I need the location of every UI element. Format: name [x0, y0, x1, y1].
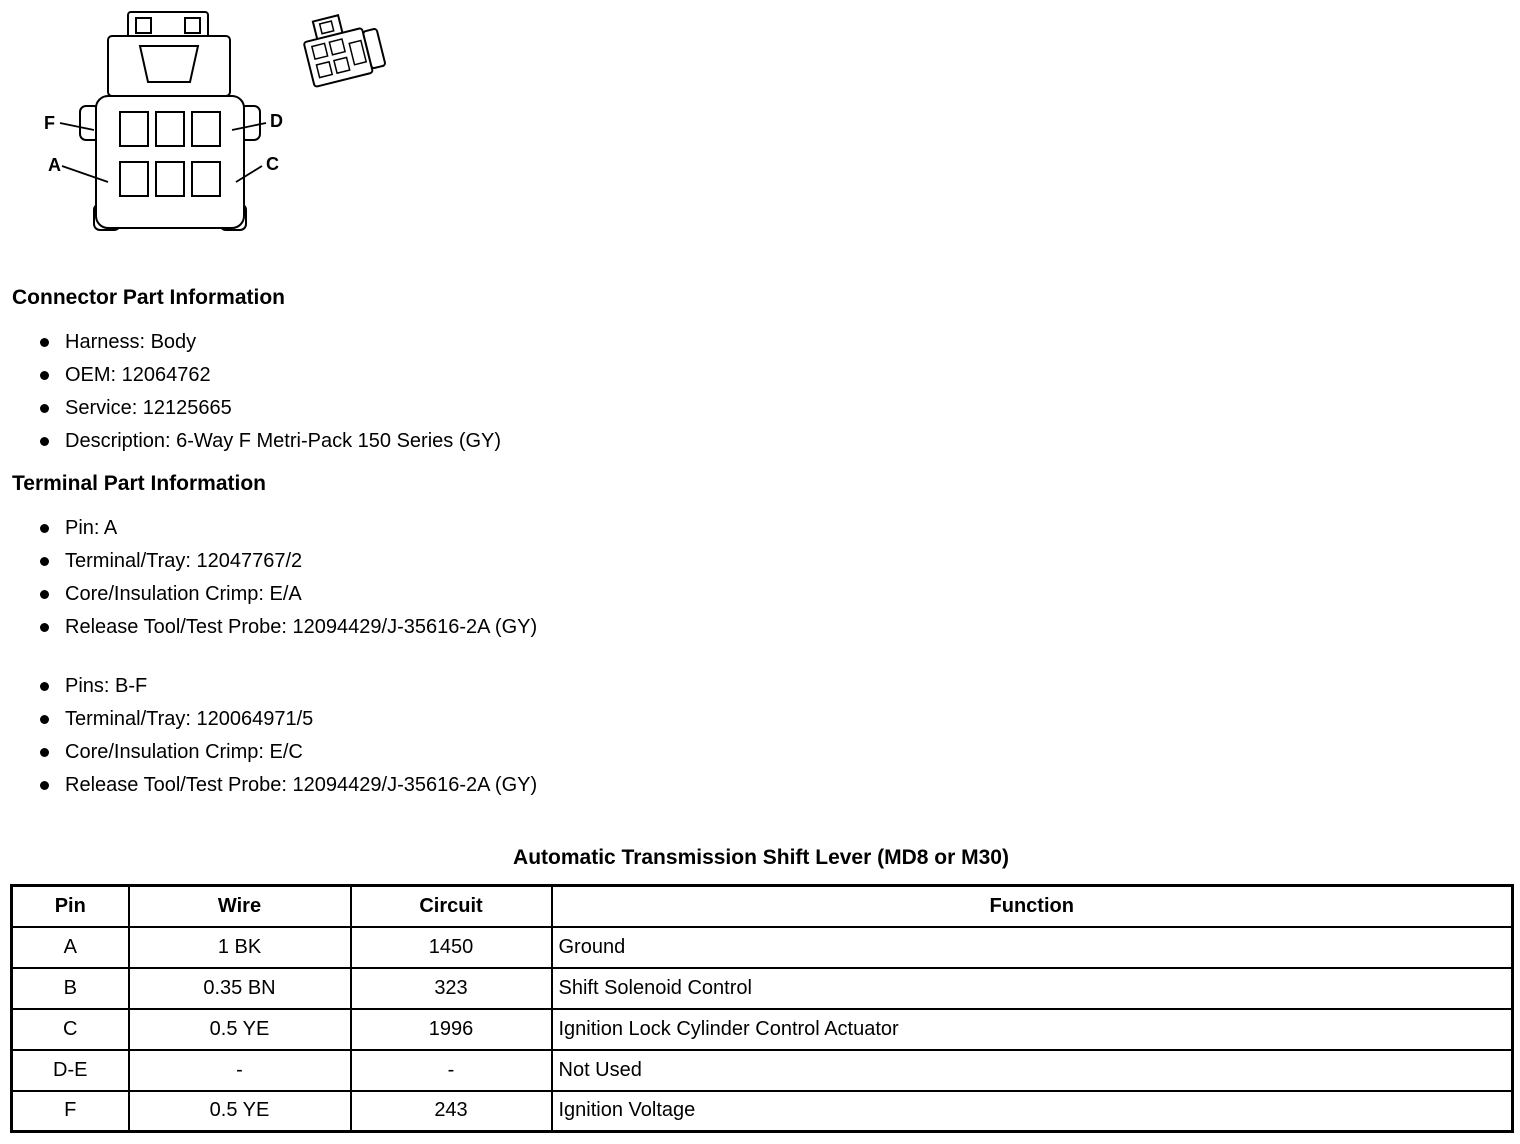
- cell-circuit: 323: [351, 968, 552, 1009]
- cell-pin: C: [12, 1009, 129, 1050]
- iso-pin-cavity: [316, 62, 332, 78]
- pin-label-c: C: [266, 154, 279, 174]
- cell-function: Not Used: [552, 1050, 1513, 1091]
- connector-info-item: OEM: 12064762: [10, 359, 1512, 392]
- iso-pin-cavity: [329, 39, 345, 55]
- terminal-info-heading: Terminal Part Information: [12, 472, 266, 495]
- connector-front-view: [80, 12, 260, 230]
- lock-tab-slot-right: [185, 18, 200, 33]
- cell-wire: 0.5 YE: [129, 1091, 351, 1132]
- pin-label-a: A: [48, 155, 61, 175]
- connector-diagram-svg: [10, 6, 410, 246]
- cell-pin: A: [12, 927, 129, 968]
- pin-label-f: F: [44, 113, 55, 133]
- cell-function: Ignition Lock Cylinder Control Actuator: [552, 1009, 1513, 1050]
- terminal-info-item: Pin: A: [10, 512, 1512, 545]
- cell-circuit: 243: [351, 1091, 552, 1132]
- table-row: [12, 968, 1513, 1009]
- column-header-function: Function: [552, 886, 1513, 927]
- pin-cavity: [120, 112, 148, 146]
- table-row: [12, 1009, 1513, 1050]
- cell-circuit: 1996: [351, 1009, 552, 1050]
- terminal-info-item: Terminal/Tray: 12047767/2: [10, 545, 1512, 578]
- connector-iso-view: [299, 7, 386, 87]
- terminal-info-list-pins-bf: [10, 670, 1512, 802]
- column-header-pin: Pin: [12, 886, 129, 927]
- cell-wire: 0.35 BN: [129, 968, 351, 1009]
- iso-pin-cavity: [334, 57, 350, 73]
- cell-circuit: -: [351, 1050, 552, 1091]
- iso-pin-cavity: [312, 43, 328, 59]
- terminal-info-item: Core/Insulation Crimp: E/A: [10, 578, 1512, 611]
- cell-pin: D-E: [12, 1050, 129, 1091]
- connector-info-heading: Connector Part Information: [12, 286, 286, 309]
- pin-cavity: [192, 112, 220, 146]
- pin-cavity: [156, 112, 184, 146]
- pin-cavity: [192, 162, 220, 196]
- table-title: Automatic Transmission Shift Lever (MD8 or M30): [513, 846, 1009, 869]
- pin-label-d: D: [270, 111, 283, 131]
- cell-wire: 1 BK: [129, 927, 351, 968]
- terminal-info-item: Release Tool/Test Probe: 12094429/J-35616-2A (GY): [10, 769, 1512, 802]
- terminal-info-item: Terminal/Tray: 120064971/5: [10, 703, 1512, 736]
- terminal-info-item: Release Tool/Test Probe: 12094429/J-35616-2A (GY): [10, 611, 1512, 644]
- column-header-circuit: Circuit: [351, 886, 552, 927]
- column-header-wire: Wire: [129, 886, 351, 927]
- terminal-info-item: Pins: B-F: [10, 670, 1512, 703]
- connector-info-item: Description: 6-Way F Metri-Pack 150 Series (GY): [10, 425, 1512, 458]
- table-row: [12, 927, 1513, 968]
- table-row: [12, 1050, 1513, 1091]
- pin-cavity: [156, 162, 184, 196]
- cell-function: Ground: [552, 927, 1513, 968]
- connector-info-list: [10, 326, 1512, 458]
- connector-info-item: Service: 12125665: [10, 392, 1512, 425]
- lock-wedge: [140, 46, 198, 82]
- connector-info-item: Harness: Body: [10, 326, 1512, 359]
- terminal-info-list-pin-a: [10, 512, 1512, 644]
- lock-tab-slot-left: [136, 18, 151, 33]
- cell-function: Ignition Voltage: [552, 1091, 1513, 1132]
- iso-lock-slot: [320, 21, 334, 34]
- cell-pin: B: [12, 968, 129, 1009]
- cell-circuit: 1450: [351, 927, 552, 968]
- cell-function: Shift Solenoid Control: [552, 968, 1513, 1009]
- table-header-row: [12, 886, 1513, 927]
- table-row: [12, 1091, 1513, 1132]
- cell-wire: 0.5 YE: [129, 1009, 351, 1050]
- cell-pin: F: [12, 1091, 129, 1132]
- connector-diagram: [10, 6, 1512, 248]
- pinout-table: [10, 884, 1514, 1133]
- cell-wire: -: [129, 1050, 351, 1091]
- terminal-info-item: Core/Insulation Crimp: E/C: [10, 736, 1512, 769]
- pin-cavity: [120, 162, 148, 196]
